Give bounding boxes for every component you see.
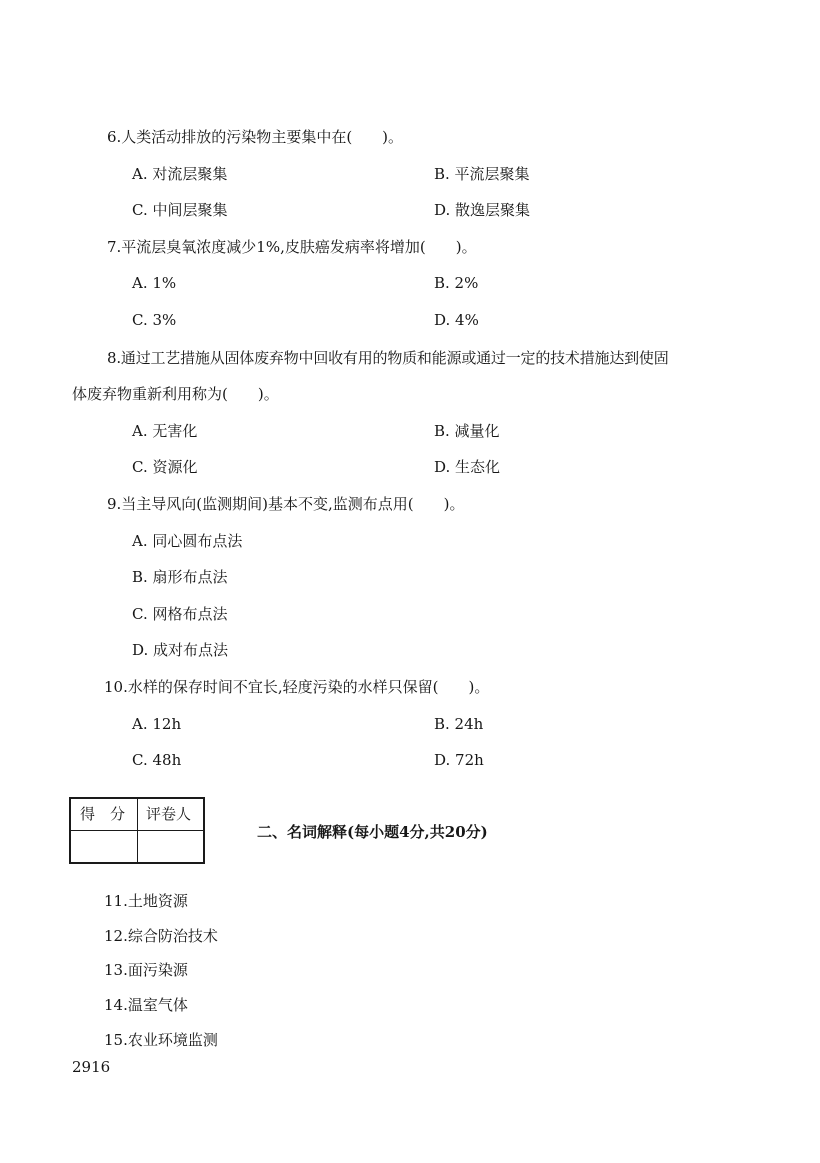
- term-item-14: 14.温室气体: [104, 996, 188, 1014]
- question-7-option-c: C. 3%: [132, 311, 177, 329]
- question-6-stem: 6.人类活动排放的污染物主要集中在( )。: [107, 128, 404, 146]
- question-7-option-b: B. 2%: [434, 274, 479, 292]
- term-item-12: 12.综合防治技术: [104, 927, 218, 945]
- question-7-option-a: A. 1%: [132, 274, 177, 292]
- section-2-title: 二、名词解释(每小题4分,共20分): [257, 823, 488, 841]
- question-6-option-b: B. 平流层聚集: [434, 165, 530, 183]
- question-10-option-c: C. 48h: [132, 751, 182, 769]
- question-8-stem-line2: 体废弃物重新利用称为( )。: [72, 385, 279, 403]
- term-item-15: 15.农业环境监测: [104, 1031, 218, 1049]
- question-9-option-a: A. 同心圆布点法: [132, 532, 243, 550]
- question-10-option-d: D. 72h: [434, 751, 484, 769]
- question-10-option-a: A. 12h: [132, 715, 182, 733]
- question-9-option-d: D. 成对布点法: [132, 641, 229, 659]
- term-item-11: 11.土地资源: [104, 892, 188, 910]
- question-6-option-a: A. 对流层聚集: [132, 165, 228, 183]
- grader-label: 评卷人: [146, 805, 192, 823]
- question-9-option-c: C. 网格布点法: [132, 605, 228, 623]
- question-9-stem: 9.当主导风向(监测期间)基本不变,监测布点用( )。: [107, 495, 465, 513]
- exam-code: 2916: [72, 1058, 111, 1076]
- question-6-option-c: C. 中间层聚集: [132, 201, 228, 219]
- question-8-option-b: B. 减量化: [434, 422, 500, 440]
- question-10-option-b: B. 24h: [434, 715, 484, 733]
- question-10-stem: 10.水样的保存时间不宜长,轻度污染的水样只保留( )。: [104, 678, 490, 696]
- question-6-option-d: D. 散逸层聚集: [434, 201, 531, 219]
- question-8-option-c: C. 资源化: [132, 458, 198, 476]
- question-8-stem-line1: 8.通过工艺措施从固体废弃物中回收有用的物质和能源或通过一定的技术措施达到使固: [107, 349, 669, 367]
- question-8-option-a: A. 无害化: [132, 422, 198, 440]
- question-7-stem: 7.平流层臭氧浓度减少1%,皮肤癌发病率将增加( )。: [107, 238, 477, 256]
- score-table: [69, 797, 205, 864]
- score-table-divider-horizontal: [71, 830, 203, 831]
- question-7-option-d: D. 4%: [434, 311, 479, 329]
- question-9-option-b: B. 扇形布点法: [132, 568, 228, 586]
- term-item-13: 13.面污染源: [104, 961, 188, 979]
- score-label: 得 分: [80, 805, 126, 823]
- question-8-option-d: D. 生态化: [434, 458, 501, 476]
